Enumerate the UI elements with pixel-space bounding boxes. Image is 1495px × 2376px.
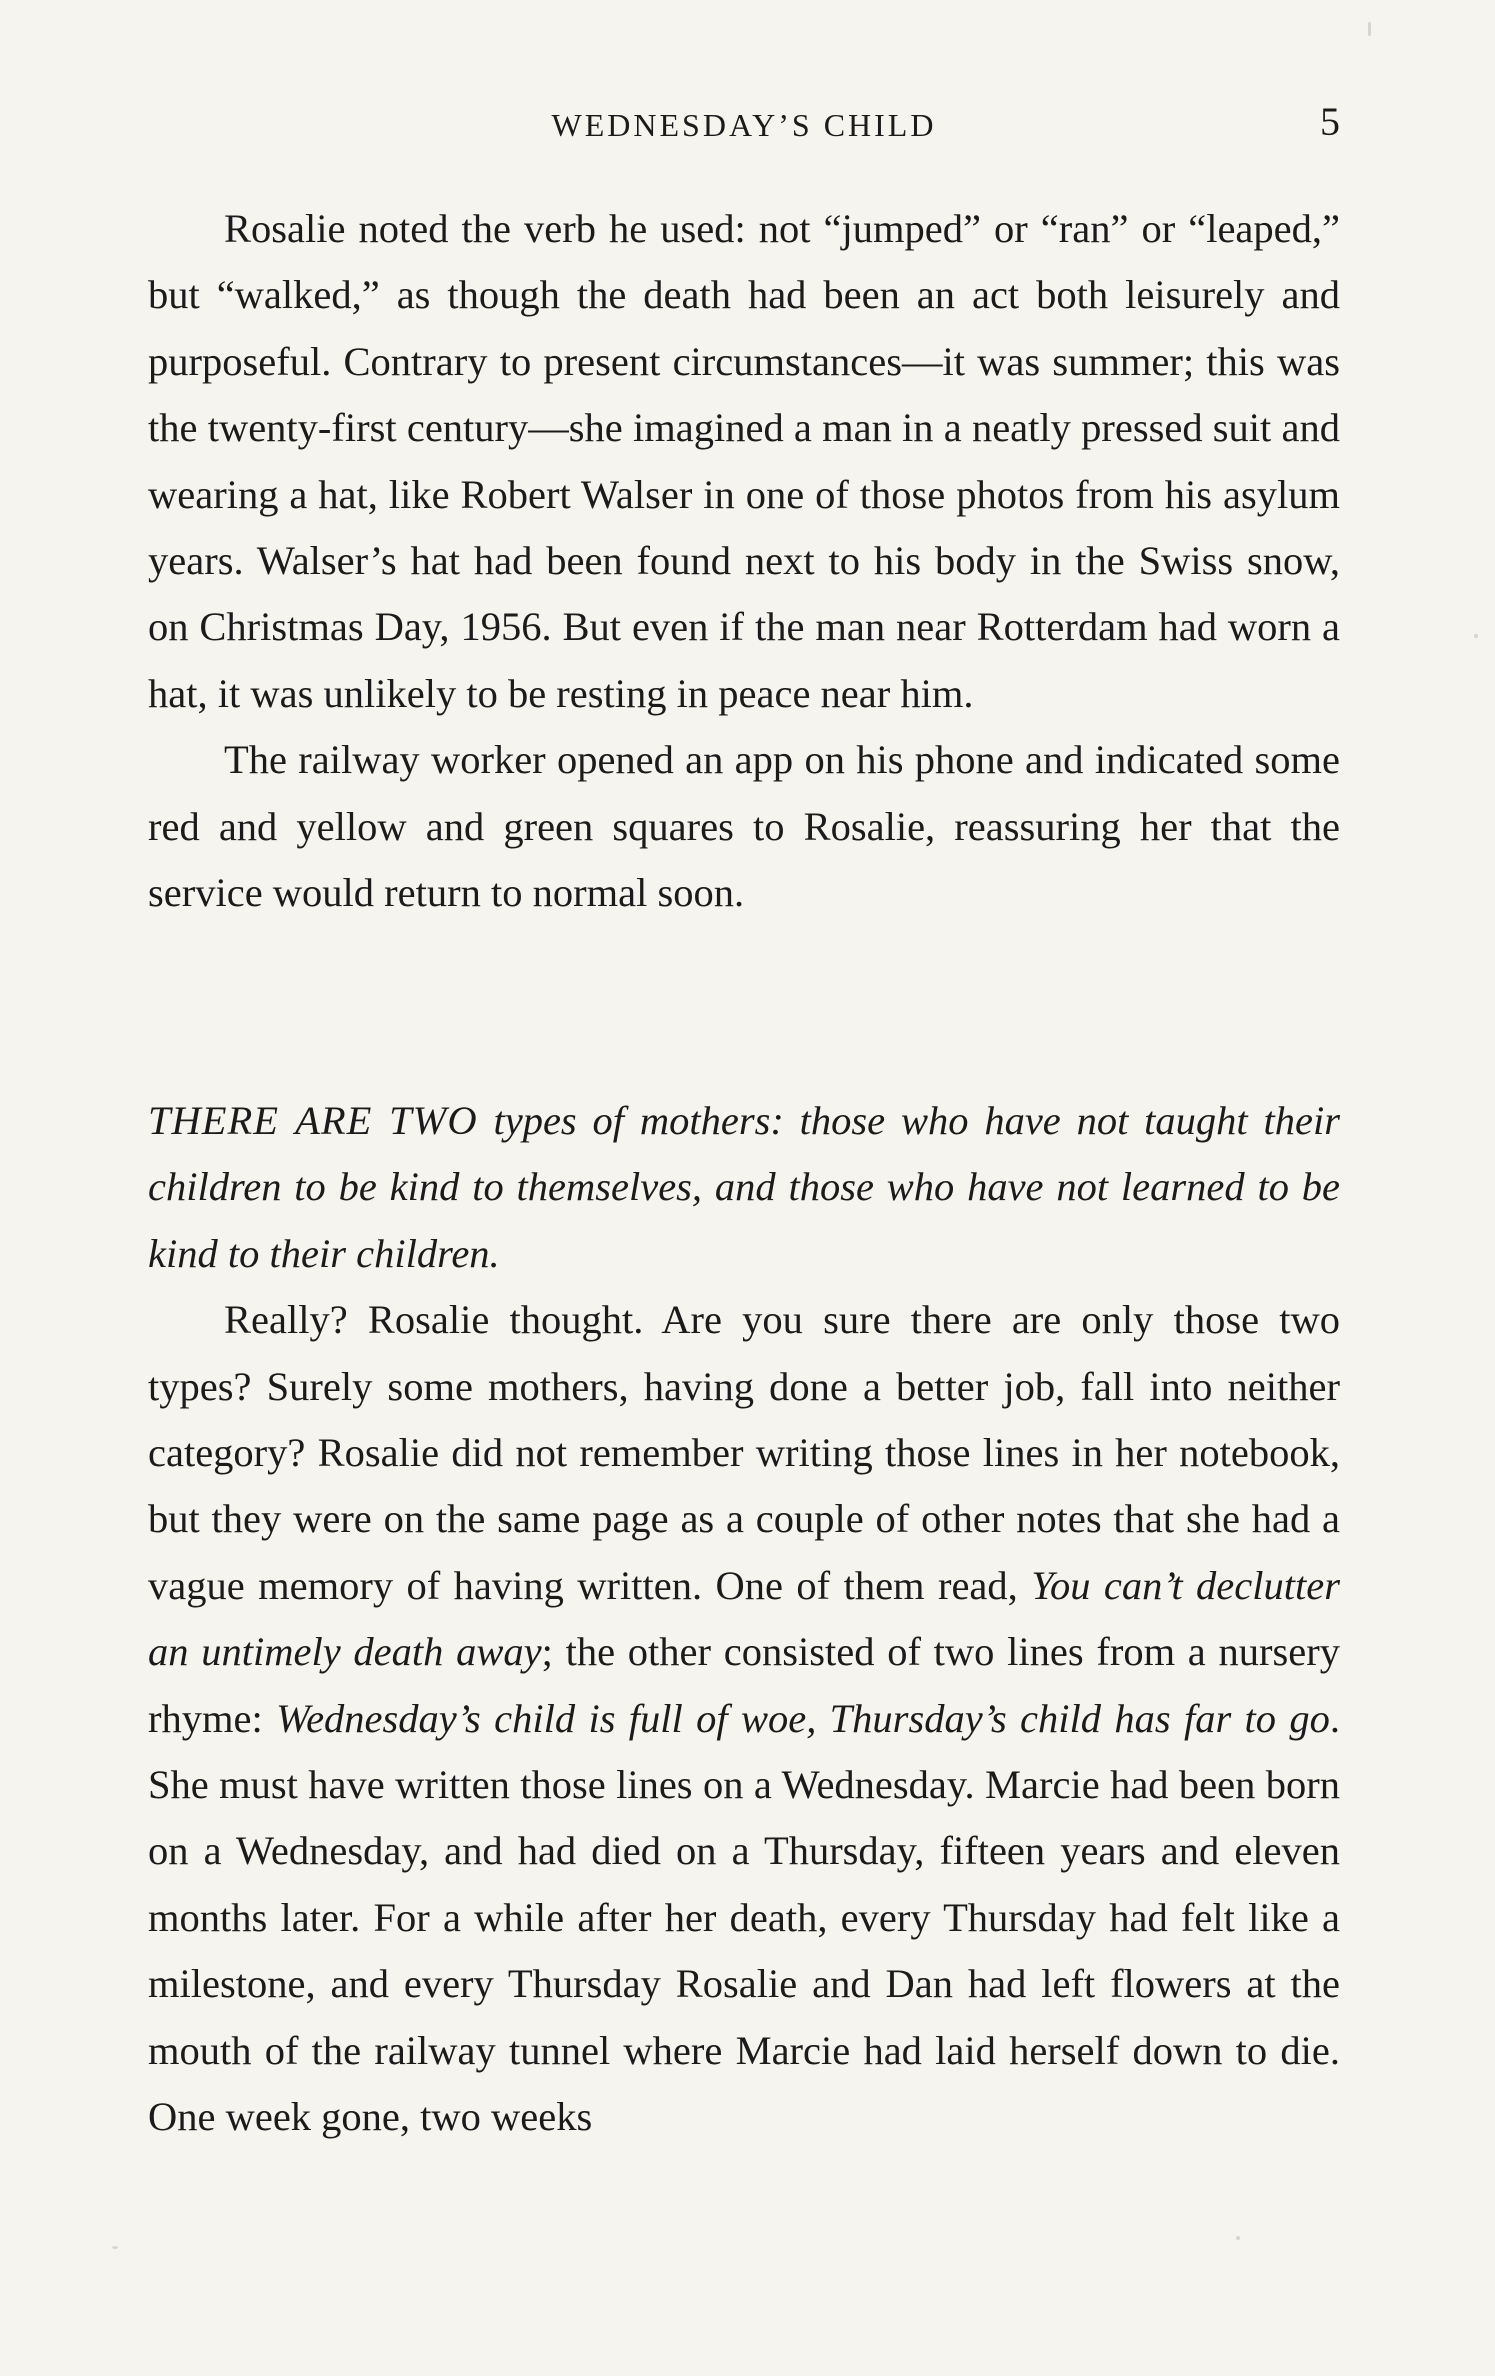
scan-speck [1474, 634, 1478, 638]
page-number: 5 [1320, 99, 1340, 144]
scan-speck [1368, 22, 1371, 36]
paragraph-walser: Rosalie noted the verb he used: not “jumped” or “ran” or “leaped,” but “walked,” as though the death had been an act both leisurely and purposeful. Contrary to present circumstances—it was summer; this was the twenty-first century—she imagined a man in a neatly pressed suit and wearing a hat, like Robert Walser in one of those photos from his asylum years. Walser’s hat had been found next to his body in the Swiss snow, on Christmas Day, 1956. But even if the man near Rotterdam had worn a hat, it was unlikely to be resting in peace near him. [148, 206, 1340, 716]
lead-small-caps: THERE ARE TWO [148, 1098, 478, 1143]
text-run: Really? Rosalie thought. Are you sure there are only those two types? Surely some mothers, having done a better job, fall into neither category? Rosalie did not remember writing those lines in her notebook, but they were on the same page as a couple of other notes that she had a vague memory of having written. One of them read, [148, 1297, 1340, 1608]
paragraph-railway-worker: The railway worker opened an app on his phone and indicated some red and yellow and green squares to Rosalie, reassuring her that the service would return to normal soon. [148, 737, 1340, 916]
italic-nursery-rhyme: Wednesday’s child is full of woe, Thursday’s child has far to go [276, 1695, 1330, 1741]
text-run: . She must have written those lines on a Wednesday. Marcie had been born on a Wednesday, and had died on a Thursday, fifteen years and eleven months later. For a while after her death, every Thursday had felt like a milestone, and every Thursday Rosalie and Dan had left flowers at the mouth of the railway tunnel where Marcie had laid herself down to die. One week gone, two weeks [148, 1695, 1340, 2140]
paragraph-really [148, 1287, 1340, 2150]
running-title: WEDNESDAY’S CHILD [551, 107, 937, 143]
italic-note-declutter: You can’t declutter an untimely death away [148, 1562, 1340, 1675]
lead-rest: types of mothers: those who have not taught their children to be kind to themselves, and those who have not learned to be kind to their children. [148, 1098, 1340, 1276]
running-head [148, 100, 1340, 150]
text-run: ; the other consisted of two lines from a nursery rhyme: [148, 1629, 1340, 1741]
section-one [148, 196, 1340, 926]
scan-speck [112, 2246, 118, 2249]
section-two [148, 1088, 1340, 2151]
paragraph-two-types-of-mothers [148, 1088, 1340, 1287]
scan-speck [1236, 2236, 1240, 2240]
